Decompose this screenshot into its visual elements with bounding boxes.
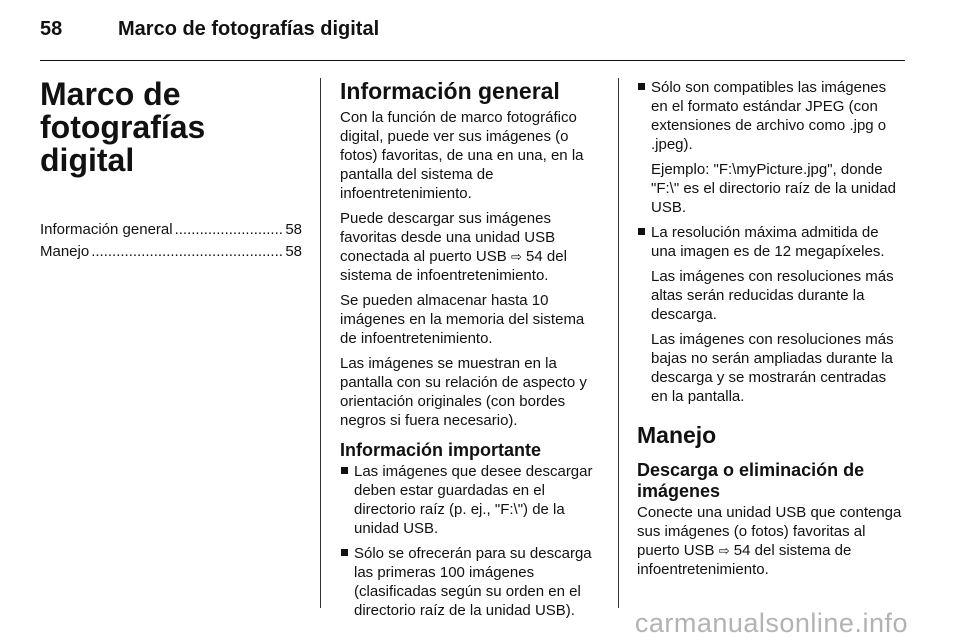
usb-text: Puede descargar sus imágenes favoritas desde una unidad USB conectada al puerto USB [340,210,556,265]
toc-label: Manejo [40,243,90,260]
toc-label: Información general [40,221,173,238]
page-header [40,18,379,41]
page-number: 58 [40,18,63,40]
manejo-heading: Manejo [637,422,717,448]
general-info-heading: Información general [340,78,560,104]
sidebar-column [40,78,302,263]
intro-paragraph: Con la función de marco fotográfico digital, puede ver sus imágenes (o fotos) favoritas, de una en una, en la pantalla del sistema de infoentretenimiento. [340,109,584,202]
list-item [637,78,905,217]
note-text: Las imágenes con resoluciones más altas serán reducidas durante la descarga. [651,268,894,323]
toc-page: 58 [285,243,302,260]
toc-entry-general[interactable] [40,219,302,241]
list-item-text: Sólo se ofrecerán para su descarga las primeras 100 imágenes (clasificadas según su orden en el directorio raíz de la unidad USB). [354,545,592,619]
requirements-list [637,78,905,406]
toc-page: 58 [285,221,302,238]
toc-entry-manejo[interactable] [40,241,302,263]
chapter-title: Marco de fotografías digital [40,76,206,178]
usb-text-end: 54 del sistema de infoentretenimiento. [340,248,567,284]
watermark: carmanualsonline.info [634,608,908,638]
continued-column [637,78,905,585]
list-item-text: Sólo son compatibles las imágenes en el formato estándar JPEG (con extensiones de archivo como .jpg o .jpeg). [651,79,887,153]
toc-leader [91,241,283,263]
list-item [637,223,905,406]
page-ref-icon[interactable]: ⇨ [510,249,522,264]
list-item [340,544,605,620]
aspect-paragraph: Las imágenes se muestran en la pantalla con su relación de aspecto y orientación originales (con bordes negros si fuera necesario). [340,355,587,429]
usb-download-paragraph [340,209,605,285]
running-title: Marco de fotografías digital [118,18,380,40]
important-info-heading: Información importante [340,440,542,460]
download-paragraph [637,503,905,579]
important-list [340,462,605,620]
download-text-end: 54 del sistema de infoentretenimiento. [637,542,852,578]
column-divider-2 [618,78,619,608]
general-info-column [340,78,605,626]
header-rule [40,60,905,61]
toc-leader [175,219,284,241]
storage-paragraph: Se pueden almacenar hasta 10 imágenes en la memoria del sistema de infoentretenimiento. [340,292,585,347]
list-item [340,462,605,538]
example-text: Ejemplo: "F:\myPicture.jpg", donde "F:\" es el directorio raíz de la unidad USB. [651,161,896,216]
list-item-text: Las imágenes que desee descargar deben estar guardadas en el directorio raíz (p. ej., "F:\") de la unidad USB. [354,463,593,537]
page-ref-icon[interactable]: ⇨ [718,543,730,558]
list-item-text: La resolución máxima admitida de una imagen es de 12 megapíxeles. [651,224,885,260]
column-divider-1 [320,78,321,608]
download-text: Conecte una unidad USB que contenga sus imágenes (o fotos) favoritas al puerto USB [637,504,902,559]
note-text: Las imágenes con resoluciones más bajas no serán ampliadas durante la descarga y se mostrarán centradas en la pantalla. [651,331,894,405]
download-heading: Descarga o eliminación de imágenes [637,460,865,501]
